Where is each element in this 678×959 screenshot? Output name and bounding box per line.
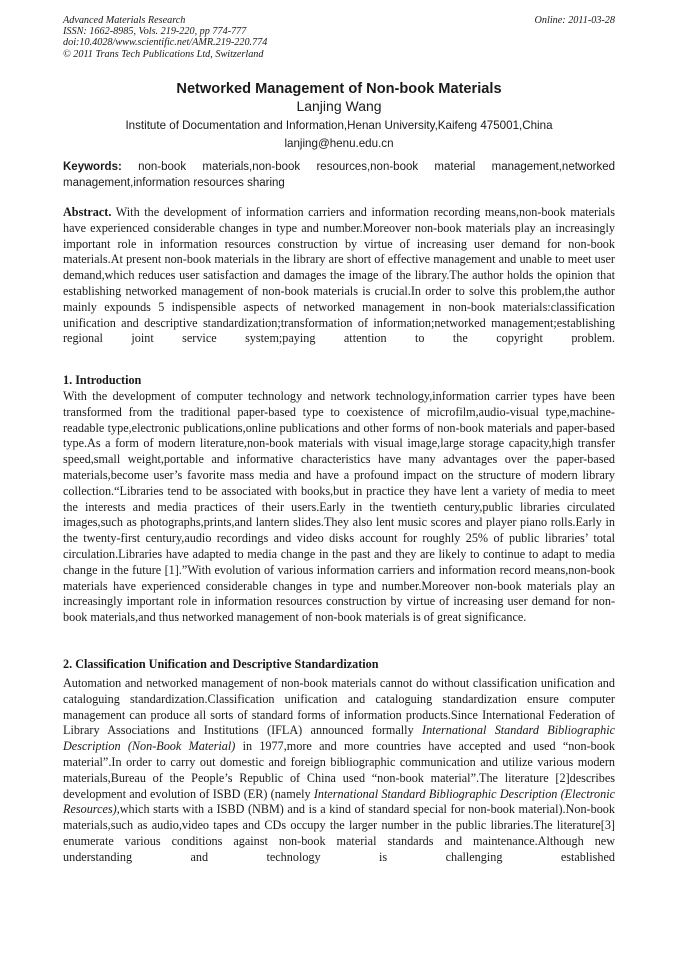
abstract-text: With the development of information carriers and information recording means,non-book materials have experienced considerable changes in type and number.Moreover non-book materials play an increasingly important role in information resources construction by virtue of increasing user demand for non-book materials.At present non-book materials in the library are short of effective management and unable to meet user demand,which reduces user satisfaction and damages the image of the library.The author holds the opinion that establishing networked management of non-book materials is crucial.In order to solve this problem,the author mainly expounds 5 indispensible aspects of networked management in non-book materials:classification unification and descriptive standardization;transformation of information;networked management;establishing regional joint service system;paying attention to the copyright problem. [63, 205, 616, 346]
isbd-nbm-title: International Standard Bibliographic Description (Non-Book Material) [63, 723, 615, 754]
abstract-paragraph [63, 205, 615, 347]
journal-name: Advanced Materials Research [63, 15, 186, 26]
author-email: lanjing@henu.edu.cn [284, 137, 394, 150]
doi-line: doi:10.4028/www.scientific.net/AMR.219-220.774 [63, 37, 268, 49]
journal-header [63, 15, 615, 60]
section-heading-introduction: 1. Introduction [63, 373, 142, 387]
affiliation: Institute of Documentation and Information,Henan University,Kaifeng 475001,China [125, 119, 553, 132]
introduction-paragraph: With the development of computer technology and network technology,information carrier types have been transformed from the traditional paper-based type to coexistence of microfilm,audio-visual type,machine-readable type,electronic publications,online publications and other forms of non-book materials and paper-based type.As a form of modern literature,non-book materials with visual image,large storage capacity,high transfer speed,small weight,portable and informative characteristics have many advantages over the paper-based materials,become user’s favorite mass media and have a profound impact on the structure of modern library collection.“Libraries tend to be associated with books,but in practice they have lent a variety of media to meet the interests and media practices of their users.Early in the twentieth century,public libraries circulated images,such as photographs,prints,and lantern slides.They also lent music scores and player piano rolls.Early in the twenty-first century,audio recordings and video disks account for roughly 25% of public libraries’ total circulation.Libraries have adapted to media change in the past and they are likely to continue to adapt to media change in the future [1].”With evolution of various information carriers and information record means,non-book materials have experienced considerable changes in type and number.Moreover non-book materials play an increasingly important role in information resources construction by virtue of increasing user demand for non-book materials,and thus networked management of non-book materials is of great significance. [63, 389, 615, 625]
classification-text-c: ,which starts with a ISBD (NBM) and is a kind of standard special for non-book material).Non-book materials,such as audio,video tapes and CDs occupy the larger number in the public libraries.The literature[3] enumerate various conditions against non-book material standards and maintenance.Although new understanding and technology is challenging established [63, 802, 615, 864]
paper-title: Networked Management of Non-book Materials [176, 81, 502, 97]
abstract-label: Abstract. [63, 205, 112, 219]
classification-text-b: in 1977,more and more countries have accepted and used “non-book material”.In order to carry out domestic and foreign bibliographic communication and utilize various modern materials,Bureau of the People’s Republic of China used “non-book material”.The literature [2]describes development and evolution of ISBD (ER) (namely [63, 739, 616, 801]
isbd-er-title: International Standard Bibliographic Description (Electronic Resources) [63, 786, 615, 817]
keywords-text: non-book materials,non-book resources,non-book material management,networked management,information resources sharing [63, 161, 615, 189]
classification-paragraph [63, 676, 615, 866]
classification-text-a: Automation and networked management of non-book materials cannot do without classification unification and cataloguing standardization.Classification unification and cataloguing standardization ensure computer management can produce all sorts of standard forms of information products.Since International Federation of Library Associations and Institutions (IFLA) announced formally [63, 676, 615, 738]
author-name: Lanjing Wang [296, 98, 382, 114]
affiliation-block [63, 117, 615, 153]
section-heading-classification: 2. Classification Unification and Descriptive Standardization [63, 657, 379, 671]
online-date: Online: 2011-03-28 [534, 15, 615, 26]
keywords-label: Keywords: [63, 161, 122, 173]
keywords-paragraph [63, 160, 615, 192]
issn-line: ISSN: 1662-8985, Vols. 219-220, pp 774-777 [63, 26, 247, 38]
copyright-line: © 2011 Trans Tech Publications Ltd, Switzerland [63, 48, 264, 60]
